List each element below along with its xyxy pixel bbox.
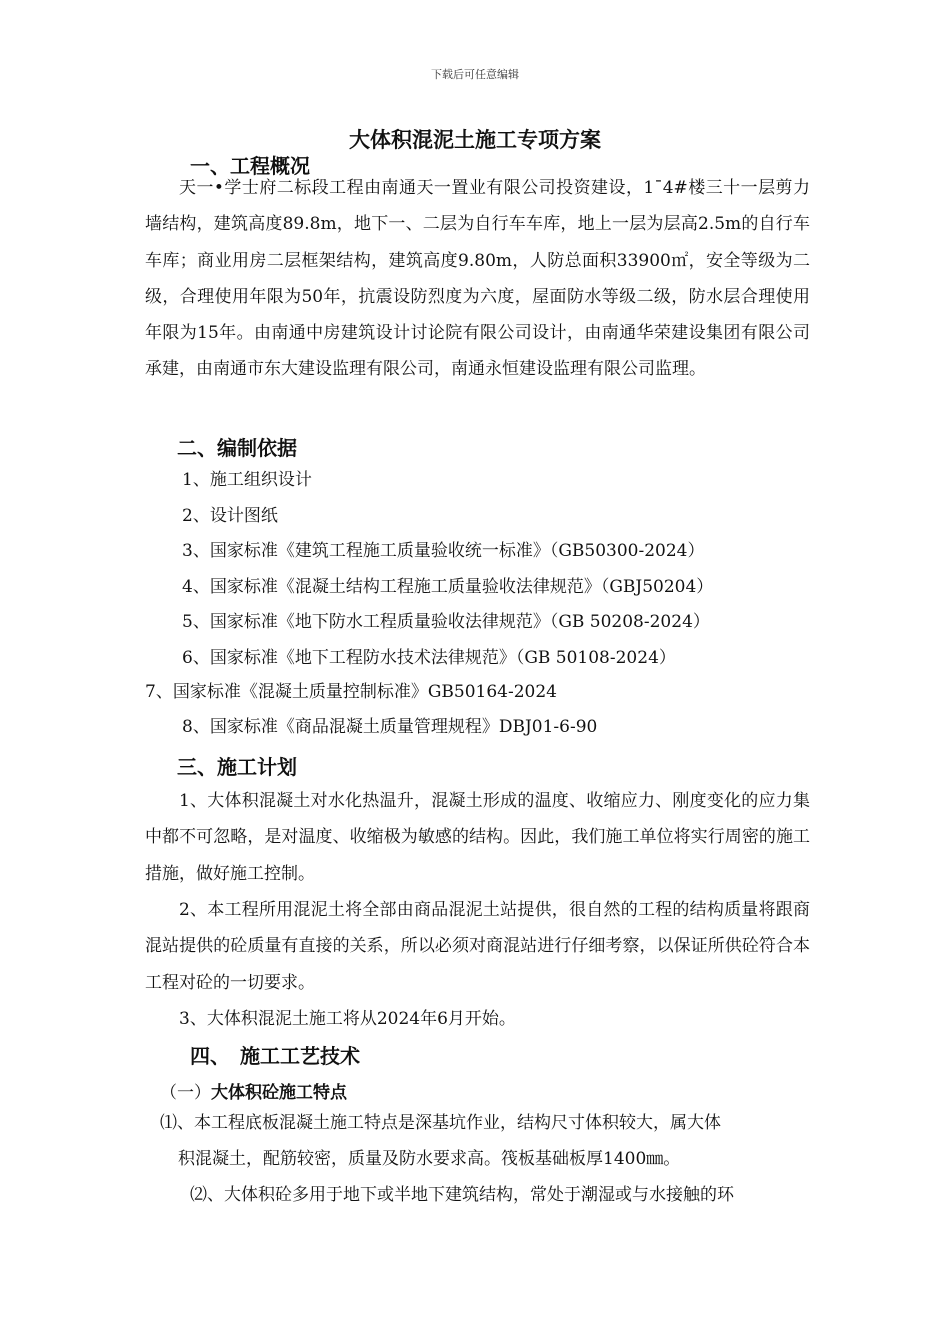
- list-item: 2、设计图纸: [182, 505, 278, 526]
- document-title: 大体积混泥土施工专项方案: [349, 128, 601, 152]
- list-item: 8、国家标准《商品混凝土质量管理规程》DBJ01-6-90: [182, 717, 598, 737]
- section-1-paragraph: 天一•学士府二标段工程由南通天一置业有限公司投资建设，1¯4#楼三十一层剪力墙结构，建筑高度89.8m，地下一、二层为自行车车库，地上一层为层高2.5m的自行车车库；商业用房二层框架结构，建筑高度9.80m，人防总面积33900㎡，安全等级为二级，合理使用年限为50年，抗震设防烈度为六度，屋面防水等级二级，防水层合理使用年限为15年。由南通中房建筑设计讨论院有限公司设计，由南通华荣建设集团有限公司承建，由南通市东大建设监理有限公司，南通永恒建设监理有限公司监理。: [145, 178, 810, 380]
- list-item: 6、国家标准《地下工程防水技术法律规范》（GB 50108-2024）: [182, 647, 676, 668]
- section-1-heading: 一、工程概况: [190, 154, 310, 178]
- section-3-paragraph-1: 1、大体积混凝土对水化热温升，混凝土形成的温度、收缩应力、刚度变化的应力集中都不可忽略，是对温度、收缩极为敏感的结构。因此，我们施工单位将实行周密的施工措施，做好施工控制。: [145, 791, 810, 884]
- section-2-heading: 二、编制依据: [177, 436, 297, 460]
- section-4-paragraph-2: ⑵、大体积砼多用于地下或半地下建筑结构，常处于潮湿或与水接触的环: [190, 1185, 734, 1205]
- subsection-title: 大体积砼施工特点: [211, 1083, 347, 1103]
- section-4-paragraph-1: [160, 1105, 808, 1177]
- section-3-heading: 三、施工计划: [177, 755, 297, 779]
- list-item: 5、国家标准《地下防水工程质量验收法律规范》（GB 50208-2024）: [182, 612, 710, 632]
- section-3-paragraph-3: 3、大体积混泥土施工将从2024年6月开始。: [179, 1009, 516, 1029]
- paragraph-continuation: 积混凝土，配筋较密，质量及防水要求高。筏板基础板厚1400㎜。: [178, 1149, 681, 1169]
- paragraph-first-line: ⑴、本工程底板混凝土施工特点是深基坑作业，结构尺寸体积较大，属大体: [160, 1113, 721, 1133]
- section-3-paragraph-2: 2、本工程所用混泥土将全部由商品混泥土站提供，很自然的工程的结构质量将跟商混站提供的砼质量有直接的关系，所以必须对商混站进行仔细考察，以保证所供砼符合本工程对砼的一切要求。: [145, 900, 810, 993]
- basis-list: [182, 463, 713, 676]
- list-item: 1、施工组织设计: [182, 470, 312, 490]
- list-item: 7、国家标准《混凝土质量控制标准》GB50164-2024: [145, 682, 557, 702]
- subsection-prefix: （一）: [160, 1083, 211, 1103]
- section-4-heading: 四、 施工工艺技术: [190, 1044, 360, 1068]
- page-header: 下载后可任意编辑: [431, 68, 519, 81]
- list-item: 3、国家标准《建筑工程施工质量验收统一标准》（GB50300-2024）: [182, 541, 705, 561]
- subsection-heading: [160, 1078, 347, 1103]
- list-item: 4、国家标准《混凝土结构工程施工质量验收法律规范》（GBJ50204）: [182, 576, 714, 597]
